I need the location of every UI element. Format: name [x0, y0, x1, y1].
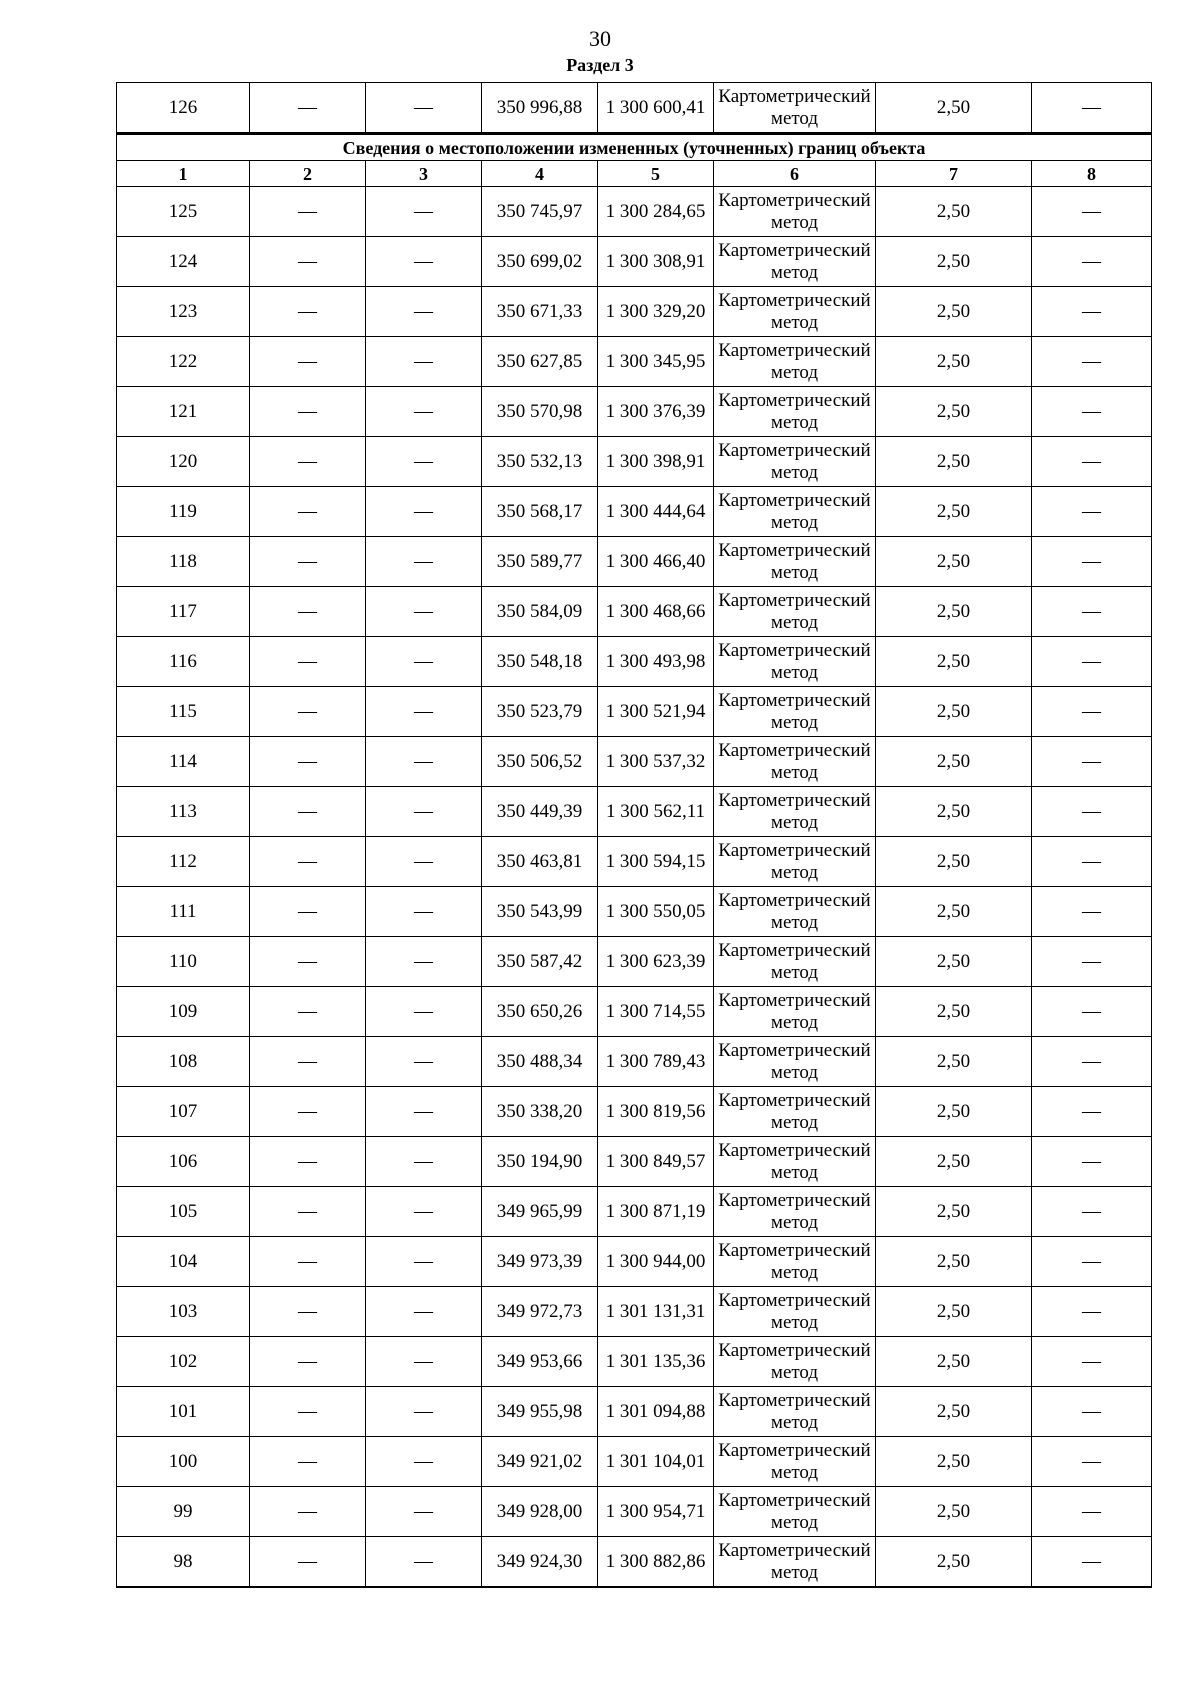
dash-cell: —	[250, 737, 366, 787]
table-row	[117, 637, 1152, 687]
table-row	[117, 237, 1152, 287]
table-row	[117, 837, 1152, 887]
dash-cell: —	[366, 1037, 482, 1087]
dash-cell: —	[366, 1187, 482, 1237]
dash-cell: —	[250, 1537, 366, 1588]
section-title: Раздел 3	[566, 55, 634, 75]
dash-cell: —	[250, 537, 366, 587]
y-coordinate-cell: 1 300 468,66	[598, 587, 714, 637]
method-cell: Картометрический метод	[714, 837, 876, 887]
x-coordinate-cell: 349 972,73	[482, 1287, 598, 1337]
point-number-cell: 124	[117, 237, 250, 287]
y-coordinate-cell: 1 300 882,86	[598, 1537, 714, 1588]
dash-cell: —	[250, 387, 366, 437]
method-cell: Картометрический метод	[714, 887, 876, 937]
dash-cell: —	[1032, 1487, 1152, 1537]
column-number: 3	[366, 161, 482, 187]
dash-cell: —	[366, 437, 482, 487]
table-row	[117, 737, 1152, 787]
dash-cell: —	[250, 1387, 366, 1437]
dash-cell: —	[250, 1337, 366, 1387]
x-coordinate-cell: 350 449,39	[482, 787, 598, 837]
x-coordinate-cell: 350 650,26	[482, 987, 598, 1037]
accuracy-cell: 2,50	[876, 1187, 1032, 1237]
x-coordinate-cell: 350 996,88	[482, 83, 598, 134]
method-cell: Картометрический метод	[714, 187, 876, 237]
dash-cell: —	[250, 637, 366, 687]
table-heading-row	[117, 134, 1152, 161]
x-coordinate-cell: 350 543,99	[482, 887, 598, 937]
point-number-cell: 119	[117, 487, 250, 537]
coordinates-table	[116, 82, 1152, 1588]
point-number-cell: 99	[117, 1487, 250, 1537]
dash-cell: —	[366, 1337, 482, 1387]
point-number-cell: 123	[117, 287, 250, 337]
dash-cell: —	[366, 337, 482, 387]
dash-cell: —	[250, 1237, 366, 1287]
point-number-cell: 112	[117, 837, 250, 887]
point-number-cell: 109	[117, 987, 250, 1037]
dash-cell: —	[250, 687, 366, 737]
table-row	[117, 287, 1152, 337]
accuracy-cell: 2,50	[876, 287, 1032, 337]
point-number-cell: 106	[117, 1137, 250, 1187]
table-heading: Сведения о местоположении измененных (уточненных) границ объекта	[117, 134, 1152, 161]
x-coordinate-cell: 349 965,99	[482, 1187, 598, 1237]
method-cell: Картометрический метод	[714, 1037, 876, 1087]
method-cell: Картометрический метод	[714, 1437, 876, 1487]
dash-cell: —	[366, 837, 482, 887]
accuracy-cell: 2,50	[876, 237, 1032, 287]
column-number: 4	[482, 161, 598, 187]
x-coordinate-cell: 350 463,81	[482, 837, 598, 887]
table-row	[117, 1237, 1152, 1287]
dash-cell: —	[250, 1437, 366, 1487]
point-number-cell: 125	[117, 187, 250, 237]
dash-cell: —	[366, 1237, 482, 1287]
table-row	[117, 1137, 1152, 1187]
accuracy-cell: 2,50	[876, 537, 1032, 587]
x-coordinate-cell: 350 568,17	[482, 487, 598, 537]
x-coordinate-cell: 349 928,00	[482, 1487, 598, 1537]
y-coordinate-cell: 1 300 345,95	[598, 337, 714, 387]
dash-cell: —	[250, 837, 366, 887]
dash-cell: —	[250, 187, 366, 237]
x-coordinate-cell: 350 671,33	[482, 287, 598, 337]
dash-cell: —	[366, 187, 482, 237]
dash-cell: —	[250, 337, 366, 387]
accuracy-cell: 2,50	[876, 1037, 1032, 1087]
point-number-cell: 126	[117, 83, 250, 134]
x-coordinate-cell: 350 570,98	[482, 387, 598, 437]
dash-cell: —	[250, 1187, 366, 1237]
dash-cell: —	[366, 637, 482, 687]
dash-cell: —	[366, 1487, 482, 1537]
point-number-cell: 114	[117, 737, 250, 787]
y-coordinate-cell: 1 300 600,41	[598, 83, 714, 134]
dash-cell: —	[366, 1437, 482, 1487]
accuracy-cell: 2,50	[876, 337, 1032, 387]
point-number-cell: 122	[117, 337, 250, 387]
table-row	[117, 1487, 1152, 1537]
x-coordinate-cell: 350 699,02	[482, 237, 598, 287]
column-number: 5	[598, 161, 714, 187]
dash-cell: —	[1032, 237, 1152, 287]
dash-cell: —	[366, 1387, 482, 1437]
dash-cell: —	[250, 937, 366, 987]
dash-cell: —	[250, 587, 366, 637]
accuracy-cell: 2,50	[876, 1237, 1032, 1287]
dash-cell: —	[1032, 1287, 1152, 1337]
table-row	[117, 887, 1152, 937]
dash-cell: —	[366, 537, 482, 587]
method-cell: Картометрический метод	[714, 987, 876, 1037]
y-coordinate-cell: 1 300 329,20	[598, 287, 714, 337]
method-cell: Картометрический метод	[714, 1287, 876, 1337]
dash-cell: —	[1032, 537, 1152, 587]
dash-cell: —	[250, 887, 366, 937]
accuracy-cell: 2,50	[876, 1337, 1032, 1387]
dash-cell: —	[250, 1287, 366, 1337]
method-cell: Картометрический метод	[714, 1137, 876, 1187]
dash-cell: —	[250, 1487, 366, 1537]
accuracy-cell: 2,50	[876, 687, 1032, 737]
table-row	[117, 1287, 1152, 1337]
point-number-cell: 118	[117, 537, 250, 587]
x-coordinate-cell: 350 194,90	[482, 1137, 598, 1187]
point-number-cell: 107	[117, 1087, 250, 1137]
accuracy-cell: 2,50	[876, 387, 1032, 437]
dash-cell: —	[366, 487, 482, 537]
point-number-cell: 113	[117, 787, 250, 837]
accuracy-cell: 2,50	[876, 83, 1032, 134]
x-coordinate-cell: 350 506,52	[482, 737, 598, 787]
method-cell: Картометрический метод	[714, 287, 876, 337]
table-row	[117, 937, 1152, 987]
x-coordinate-cell: 349 921,02	[482, 1437, 598, 1487]
dash-cell: —	[366, 1087, 482, 1137]
dash-cell: —	[250, 787, 366, 837]
column-number: 7	[876, 161, 1032, 187]
dash-cell: —	[250, 287, 366, 337]
method-cell: Картометрический метод	[714, 1187, 876, 1237]
table-row	[117, 1037, 1152, 1087]
y-coordinate-cell: 1 300 521,94	[598, 687, 714, 737]
y-coordinate-cell: 1 300 308,91	[598, 237, 714, 287]
point-number-cell: 110	[117, 937, 250, 987]
y-coordinate-cell: 1 300 562,11	[598, 787, 714, 837]
dash-cell: —	[366, 1537, 482, 1588]
x-coordinate-cell: 350 587,42	[482, 937, 598, 987]
dash-cell: —	[1032, 1137, 1152, 1187]
y-coordinate-cell: 1 300 466,40	[598, 537, 714, 587]
method-cell: Картометрический метод	[714, 937, 876, 987]
accuracy-cell: 2,50	[876, 737, 1032, 787]
dash-cell: —	[1032, 387, 1152, 437]
column-number: 8	[1032, 161, 1152, 187]
dash-cell: —	[250, 237, 366, 287]
method-cell: Картометрический метод	[714, 687, 876, 737]
x-coordinate-cell: 349 924,30	[482, 1537, 598, 1588]
column-numbers-row	[117, 161, 1152, 187]
method-cell: Картометрический метод	[714, 637, 876, 687]
method-cell: Картометрический метод	[714, 587, 876, 637]
dash-cell: —	[366, 287, 482, 337]
x-coordinate-cell: 350 589,77	[482, 537, 598, 587]
y-coordinate-cell: 1 300 493,98	[598, 637, 714, 687]
dash-cell: —	[1032, 1337, 1152, 1387]
accuracy-cell: 2,50	[876, 1137, 1032, 1187]
x-coordinate-cell: 350 745,97	[482, 187, 598, 237]
dash-cell: —	[1032, 787, 1152, 837]
method-cell: Картометрический метод	[714, 1087, 876, 1137]
point-number-cell: 102	[117, 1337, 250, 1387]
point-number-cell: 117	[117, 587, 250, 637]
accuracy-cell: 2,50	[876, 1287, 1032, 1337]
point-number-cell: 103	[117, 1287, 250, 1337]
accuracy-cell: 2,50	[876, 1087, 1032, 1137]
table-row	[117, 187, 1152, 237]
accuracy-cell: 2,50	[876, 837, 1032, 887]
dash-cell: —	[366, 687, 482, 737]
table-row	[117, 687, 1152, 737]
dash-cell: —	[1032, 1437, 1152, 1487]
accuracy-cell: 2,50	[876, 487, 1032, 537]
table-row	[117, 1187, 1152, 1237]
x-coordinate-cell: 350 338,20	[482, 1087, 598, 1137]
x-coordinate-cell: 350 523,79	[482, 687, 598, 737]
point-number-cell: 105	[117, 1187, 250, 1237]
dash-cell: —	[250, 437, 366, 487]
accuracy-cell: 2,50	[876, 1487, 1032, 1537]
method-cell: Картометрический метод	[714, 83, 876, 134]
point-number-cell: 101	[117, 1387, 250, 1437]
dash-cell: —	[1032, 687, 1152, 737]
accuracy-cell: 2,50	[876, 187, 1032, 237]
method-cell: Картометрический метод	[714, 387, 876, 437]
y-coordinate-cell: 1 300 444,64	[598, 487, 714, 537]
table-row	[117, 537, 1152, 587]
dash-cell: —	[366, 1137, 482, 1187]
accuracy-cell: 2,50	[876, 587, 1032, 637]
method-cell: Картометрический метод	[714, 337, 876, 387]
dash-cell: —	[1032, 937, 1152, 987]
dash-cell: —	[366, 83, 482, 134]
dash-cell: —	[1032, 83, 1152, 134]
y-coordinate-cell: 1 300 871,19	[598, 1187, 714, 1237]
column-number: 6	[714, 161, 876, 187]
dash-cell: —	[1032, 337, 1152, 387]
x-coordinate-cell: 349 955,98	[482, 1387, 598, 1437]
y-coordinate-cell: 1 300 849,57	[598, 1137, 714, 1187]
dash-cell: —	[1032, 1187, 1152, 1237]
table-row	[117, 487, 1152, 537]
method-cell: Картометрический метод	[714, 237, 876, 287]
point-number-cell: 98	[117, 1537, 250, 1588]
point-number-cell: 104	[117, 1237, 250, 1287]
dash-cell: —	[1032, 737, 1152, 787]
accuracy-cell: 2,50	[876, 1387, 1032, 1437]
dash-cell: —	[250, 1087, 366, 1137]
dash-cell: —	[1032, 887, 1152, 937]
y-coordinate-cell: 1 300 789,43	[598, 1037, 714, 1087]
page-number: 30	[589, 26, 611, 51]
x-coordinate-cell: 350 532,13	[482, 437, 598, 487]
table-row	[117, 337, 1152, 387]
dash-cell: —	[1032, 487, 1152, 537]
dash-cell: —	[1032, 1037, 1152, 1087]
table-row	[117, 387, 1152, 437]
x-coordinate-cell: 350 584,09	[482, 587, 598, 637]
table-row	[117, 987, 1152, 1037]
dash-cell: —	[1032, 637, 1152, 687]
method-cell: Картометрический метод	[714, 537, 876, 587]
method-cell: Картометрический метод	[714, 487, 876, 537]
method-cell: Картометрический метод	[714, 737, 876, 787]
table-row	[117, 1537, 1152, 1588]
dash-cell: —	[1032, 187, 1152, 237]
y-coordinate-cell: 1 300 550,05	[598, 887, 714, 937]
method-cell: Картометрический метод	[714, 437, 876, 487]
dash-cell: —	[250, 487, 366, 537]
dash-cell: —	[366, 937, 482, 987]
point-number-cell: 111	[117, 887, 250, 937]
y-coordinate-cell: 1 300 537,32	[598, 737, 714, 787]
dash-cell: —	[1032, 837, 1152, 887]
point-number-cell: 108	[117, 1037, 250, 1087]
accuracy-cell: 2,50	[876, 637, 1032, 687]
method-cell: Картометрический метод	[714, 1537, 876, 1588]
point-number-cell: 121	[117, 387, 250, 437]
y-coordinate-cell: 1 300 284,65	[598, 187, 714, 237]
point-number-cell: 116	[117, 637, 250, 687]
dash-cell: —	[366, 1287, 482, 1337]
dash-cell: —	[366, 987, 482, 1037]
column-number: 2	[250, 161, 366, 187]
y-coordinate-cell: 1 301 094,88	[598, 1387, 714, 1437]
x-coordinate-cell: 350 488,34	[482, 1037, 598, 1087]
point-number-cell: 120	[117, 437, 250, 487]
point-number-cell: 115	[117, 687, 250, 737]
accuracy-cell: 2,50	[876, 1537, 1032, 1588]
y-coordinate-cell: 1 300 376,39	[598, 387, 714, 437]
table-row	[117, 787, 1152, 837]
accuracy-cell: 2,50	[876, 1437, 1032, 1487]
dash-cell: —	[250, 1137, 366, 1187]
method-cell: Картометрический метод	[714, 1237, 876, 1287]
x-coordinate-cell: 350 548,18	[482, 637, 598, 687]
dash-cell: —	[366, 737, 482, 787]
accuracy-cell: 2,50	[876, 437, 1032, 487]
dash-cell: —	[1032, 1537, 1152, 1588]
method-cell: Картометрический метод	[714, 1337, 876, 1387]
table-row-top	[117, 83, 1152, 134]
x-coordinate-cell: 349 953,66	[482, 1337, 598, 1387]
dash-cell: —	[366, 887, 482, 937]
accuracy-cell: 2,50	[876, 937, 1032, 987]
table-row	[117, 1387, 1152, 1437]
x-coordinate-cell: 350 627,85	[482, 337, 598, 387]
method-cell: Картометрический метод	[714, 1387, 876, 1437]
accuracy-cell: 2,50	[876, 787, 1032, 837]
column-number: 1	[117, 161, 250, 187]
y-coordinate-cell: 1 301 135,36	[598, 1337, 714, 1387]
y-coordinate-cell: 1 300 819,56	[598, 1087, 714, 1137]
method-cell: Картометрический метод	[714, 787, 876, 837]
y-coordinate-cell: 1 300 594,15	[598, 837, 714, 887]
dash-cell: —	[250, 987, 366, 1037]
dash-cell: —	[366, 787, 482, 837]
dash-cell: —	[1032, 1087, 1152, 1137]
dash-cell: —	[366, 587, 482, 637]
table-row	[117, 1437, 1152, 1487]
dash-cell: —	[1032, 1237, 1152, 1287]
y-coordinate-cell: 1 300 398,91	[598, 437, 714, 487]
dash-cell: —	[1032, 1387, 1152, 1437]
dash-cell: —	[1032, 587, 1152, 637]
dash-cell: —	[1032, 437, 1152, 487]
dash-cell: —	[1032, 287, 1152, 337]
dash-cell: —	[250, 1037, 366, 1087]
table-row	[117, 437, 1152, 487]
dash-cell: —	[366, 237, 482, 287]
table-row	[117, 1337, 1152, 1387]
accuracy-cell: 2,50	[876, 987, 1032, 1037]
dash-cell: —	[366, 387, 482, 437]
table-row	[117, 587, 1152, 637]
point-number-cell: 100	[117, 1437, 250, 1487]
y-coordinate-cell: 1 301 104,01	[598, 1437, 714, 1487]
x-coordinate-cell: 349 973,39	[482, 1237, 598, 1287]
accuracy-cell: 2,50	[876, 887, 1032, 937]
y-coordinate-cell: 1 300 954,71	[598, 1487, 714, 1537]
dash-cell: —	[250, 83, 366, 134]
method-cell: Картометрический метод	[714, 1487, 876, 1537]
dash-cell: —	[1032, 987, 1152, 1037]
y-coordinate-cell: 1 300 623,39	[598, 937, 714, 987]
y-coordinate-cell: 1 300 714,55	[598, 987, 714, 1037]
y-coordinate-cell: 1 300 944,00	[598, 1237, 714, 1287]
table-row	[117, 1087, 1152, 1137]
y-coordinate-cell: 1 301 131,31	[598, 1287, 714, 1337]
